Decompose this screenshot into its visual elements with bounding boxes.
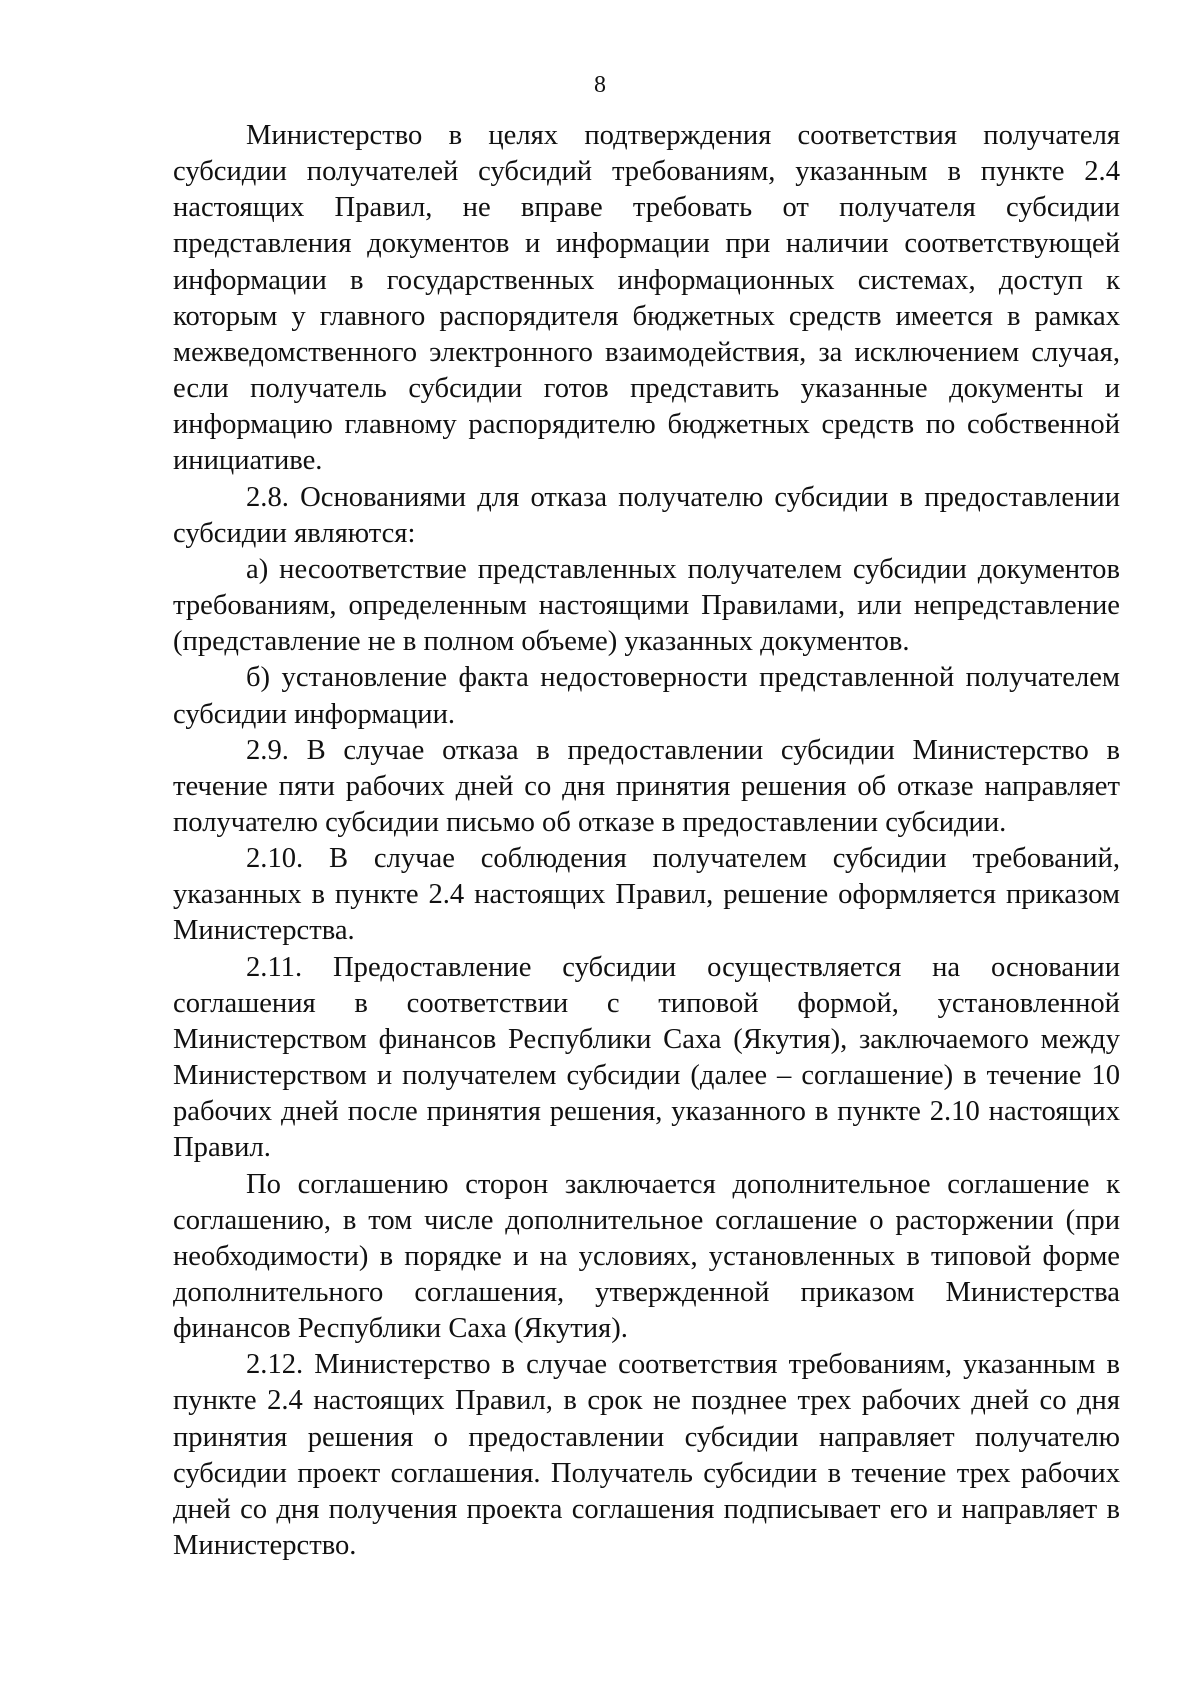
paragraph-ministry-requirements: Министерство в целях подтверждения соответствия получателя субсидии получателей субсидий требованиям, указанным в пункте 2.4 настоящих Правил, не вправе требовать от получателя субсидии представления документов и информации при наличии соответствующей информации в государственных информационных системах, доступ к которым у главного распорядителя бюджетных средств имеется в рамках межведомственного электронного взаимодействия, за исключением случая, если получатель субсидии готов представить указанные документы и информацию главному распорядителю бюджетных средств по собственной инициативе.	[173, 120, 1120, 477]
paragraph-2-11: 2.11. Предоставление субсидии осуществляется на основании соглашения в соответствии с типовой формой, установленной Министерством финансов Республики Саха (Якутия), заключаемого между Министерством и получателем субсидии (далее – соглашение) в течение 10 рабочих дней после принятия решения, указанного в пункте 2.10 настоящих Правил.	[173, 951, 1120, 1164]
paragraph-2-10: 2.10. В случае соблюдения получателем субсидии требований, указанных в пункте 2.4 настоящих Правил, решение оформляется приказом Министерства.	[173, 843, 1120, 947]
page-number: 8	[594, 72, 606, 98]
paragraph-2-8-a: а) несоответствие представленных получателем субсидии документов требованиям, определенным настоящими Правилами, или непредставление (представление не в полном объеме) указанных документов.	[173, 553, 1120, 658]
paragraph-2-8: 2.8. Основаниями для отказа получателю субсидии в предоставлении субсидии являются:	[173, 481, 1120, 549]
paragraph-2-12: 2.12. Министерство в случае соответствия требованиям, указанным в пункте 2.4 настоящих Правил, в срок не позднее трех рабочих дней со дня принятия решения о предоставлении субсидии направляет получателю субсидии проект соглашения. Получатель субсидии в течение трех рабочих дней со дня получения проекта соглашения подписывает его и направляет в Министерство.	[173, 1349, 1120, 1562]
paragraph-2-9: 2.9. В случае отказа в предоставлении субсидии Министерство в течение пяти рабочих дней со дня принятия решения об отказе направляет получателю субсидии письмо об отказе в предоставлении субсидии.	[173, 734, 1120, 838]
paragraph-additional-agreement: По соглашению сторон заключается дополнительное соглашение к соглашению, в том числе дополнительное соглашение о расторжении (при необходимости) в порядке и на условиях, установленных в типовой форме дополнительного соглашения, утвержденной приказом Министерства финансов Республики Саха (Якутия).	[173, 1168, 1120, 1345]
document-body	[173, 118, 1120, 1564]
paragraph-2-8-b: б) установление факта недостоверности представленной получателем субсидии информации.	[173, 662, 1120, 730]
